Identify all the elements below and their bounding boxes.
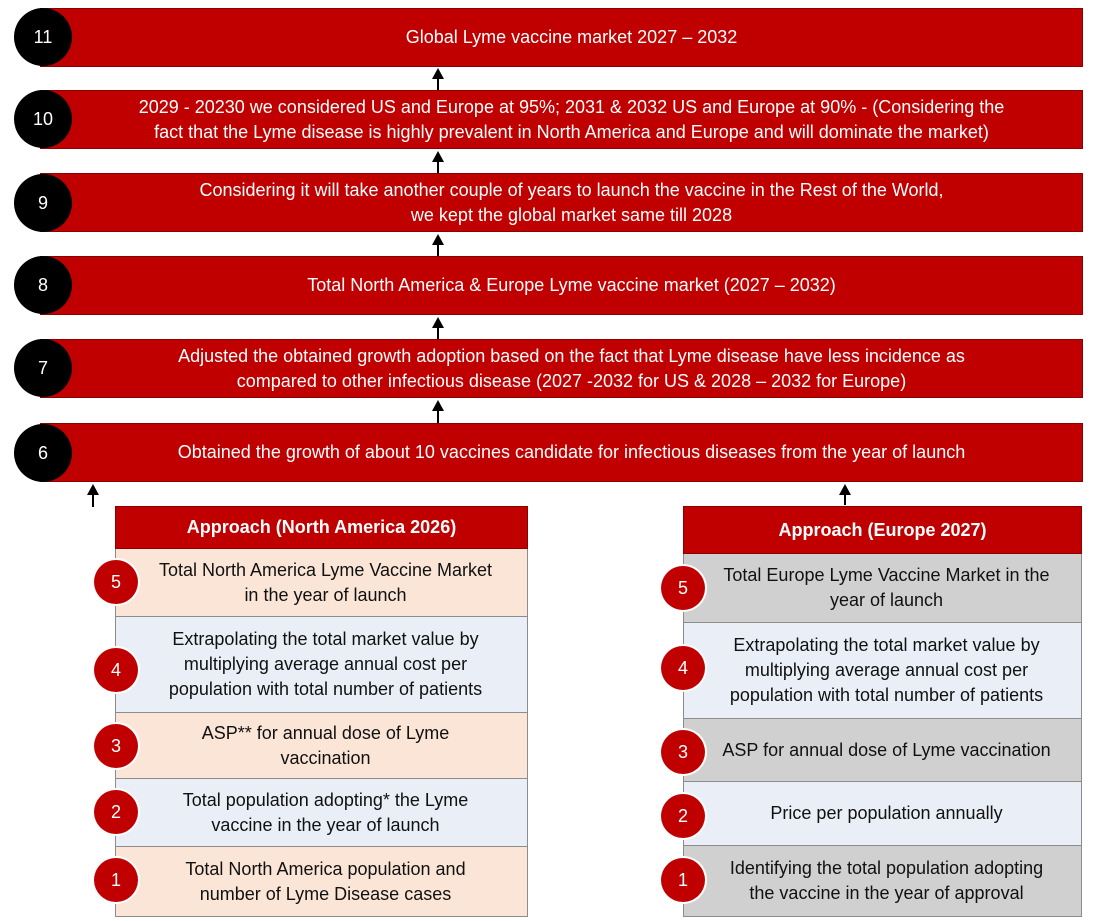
europe-panel — [683, 506, 1082, 917]
step-7-text: Adjusted the obtained growth adoption based on the fact that Lyme disease have less incidence as compared to other infectious disease (2027 -2032 for US & 2028 – 2032 for Europe) — [178, 345, 965, 391]
north-america-panel-title: Approach (North America 2026) — [115, 506, 528, 549]
europe-num-2: 2 — [661, 794, 705, 838]
arrow-up-icon — [432, 400, 444, 423]
europe-item-3 — [683, 719, 1082, 782]
arrow-up-icon — [432, 317, 444, 339]
step-7-circle: 7 — [14, 339, 72, 397]
arrow-up-icon — [87, 484, 99, 507]
europe-panel-title: Approach (Europe 2027) — [683, 506, 1082, 554]
north-america-item-2 — [115, 779, 528, 847]
step-11-circle: 11 — [14, 8, 72, 66]
europe-item-2 — [683, 782, 1082, 846]
step-8-circle: 8 — [14, 256, 72, 314]
step-10-bar — [40, 90, 1083, 149]
europe-item-5-text: Total Europe Lyme Vaccine Market in the year of launch — [723, 565, 1050, 610]
north-america-num-3: 3 — [94, 724, 138, 768]
europe-item-3-text: ASP for annual dose of Lyme vaccination — [722, 739, 1051, 760]
north-america-num-4: 4 — [94, 648, 138, 692]
north-america-item-2-text: Total population adopting* the Lyme vaccine in the year of launch — [182, 789, 469, 835]
europe-item-2-text: Price per population annually — [770, 803, 1003, 823]
arrow-up-icon — [432, 151, 444, 173]
step-6-bar — [40, 423, 1083, 482]
north-america-panel — [115, 506, 528, 917]
north-america-num-1: 1 — [94, 858, 138, 902]
europe-item-4 — [683, 623, 1082, 719]
step-9-circle: 9 — [14, 174, 72, 232]
europe-item-1-text: Identifying the total population adopting the vaccine in the year of approval — [729, 858, 1044, 903]
arrow-up-icon — [839, 484, 851, 505]
north-america-item-1 — [115, 847, 528, 917]
step-11-bar — [40, 8, 1083, 67]
europe-item-4-text: Extrapolating the total market value by multiplying average annual cost per population with total number of patients — [729, 635, 1044, 705]
step-9-bar — [40, 173, 1083, 232]
north-america-item-4 — [115, 617, 528, 713]
step-10-text: 2029 - 20230 we considered US and Europe at 95%; 2031 & 2032 US and Europe at 90% - (Considering the fact that the Lyme disease is highly prevalent in North America and Europe and will dominate the market) — [138, 96, 1005, 142]
arrow-up-icon — [432, 234, 444, 256]
europe-num-3: 3 — [661, 730, 705, 774]
step-6-circle: 6 — [14, 424, 72, 482]
north-america-item-4-text: Extrapolating the total market value by multiplying average annual cost per population with total number of patients — [168, 629, 483, 699]
europe-item-5 — [683, 554, 1082, 623]
north-america-item-1-text: Total North America population and number of Lyme Disease cases — [185, 858, 466, 904]
europe-num-4: 4 — [661, 646, 705, 690]
north-america-item-3-text: ASP** for annual dose of Lyme vaccination — [201, 722, 450, 768]
arrow-up-icon — [432, 68, 444, 90]
europe-num-1: 1 — [661, 858, 705, 902]
step-7-bar — [40, 339, 1083, 398]
step-8-bar — [40, 256, 1083, 315]
north-america-item-5-text: Total North America Lyme Vaccine Market in the year of launch — [158, 559, 493, 605]
step-8-text: Total North America & Europe Lyme vaccine market (2027 – 2032) — [307, 275, 836, 295]
europe-item-1 — [683, 846, 1082, 917]
step-6-text: Obtained the growth of about 10 vaccines candidate for infectious diseases from the year of launch — [177, 442, 966, 462]
europe-num-5: 5 — [661, 566, 705, 610]
north-america-num-5: 5 — [94, 560, 138, 604]
step-10-circle: 10 — [14, 90, 72, 148]
north-america-item-3 — [115, 713, 528, 779]
step-11-text: Global Lyme vaccine market 2027 – 2032 — [405, 27, 738, 47]
north-america-num-2: 2 — [94, 790, 138, 834]
step-9-text: Considering it will take another couple of years to launch the vaccine in the Rest of the World, we kept the global market same till 2028 — [199, 179, 944, 225]
north-america-item-5 — [115, 549, 528, 617]
